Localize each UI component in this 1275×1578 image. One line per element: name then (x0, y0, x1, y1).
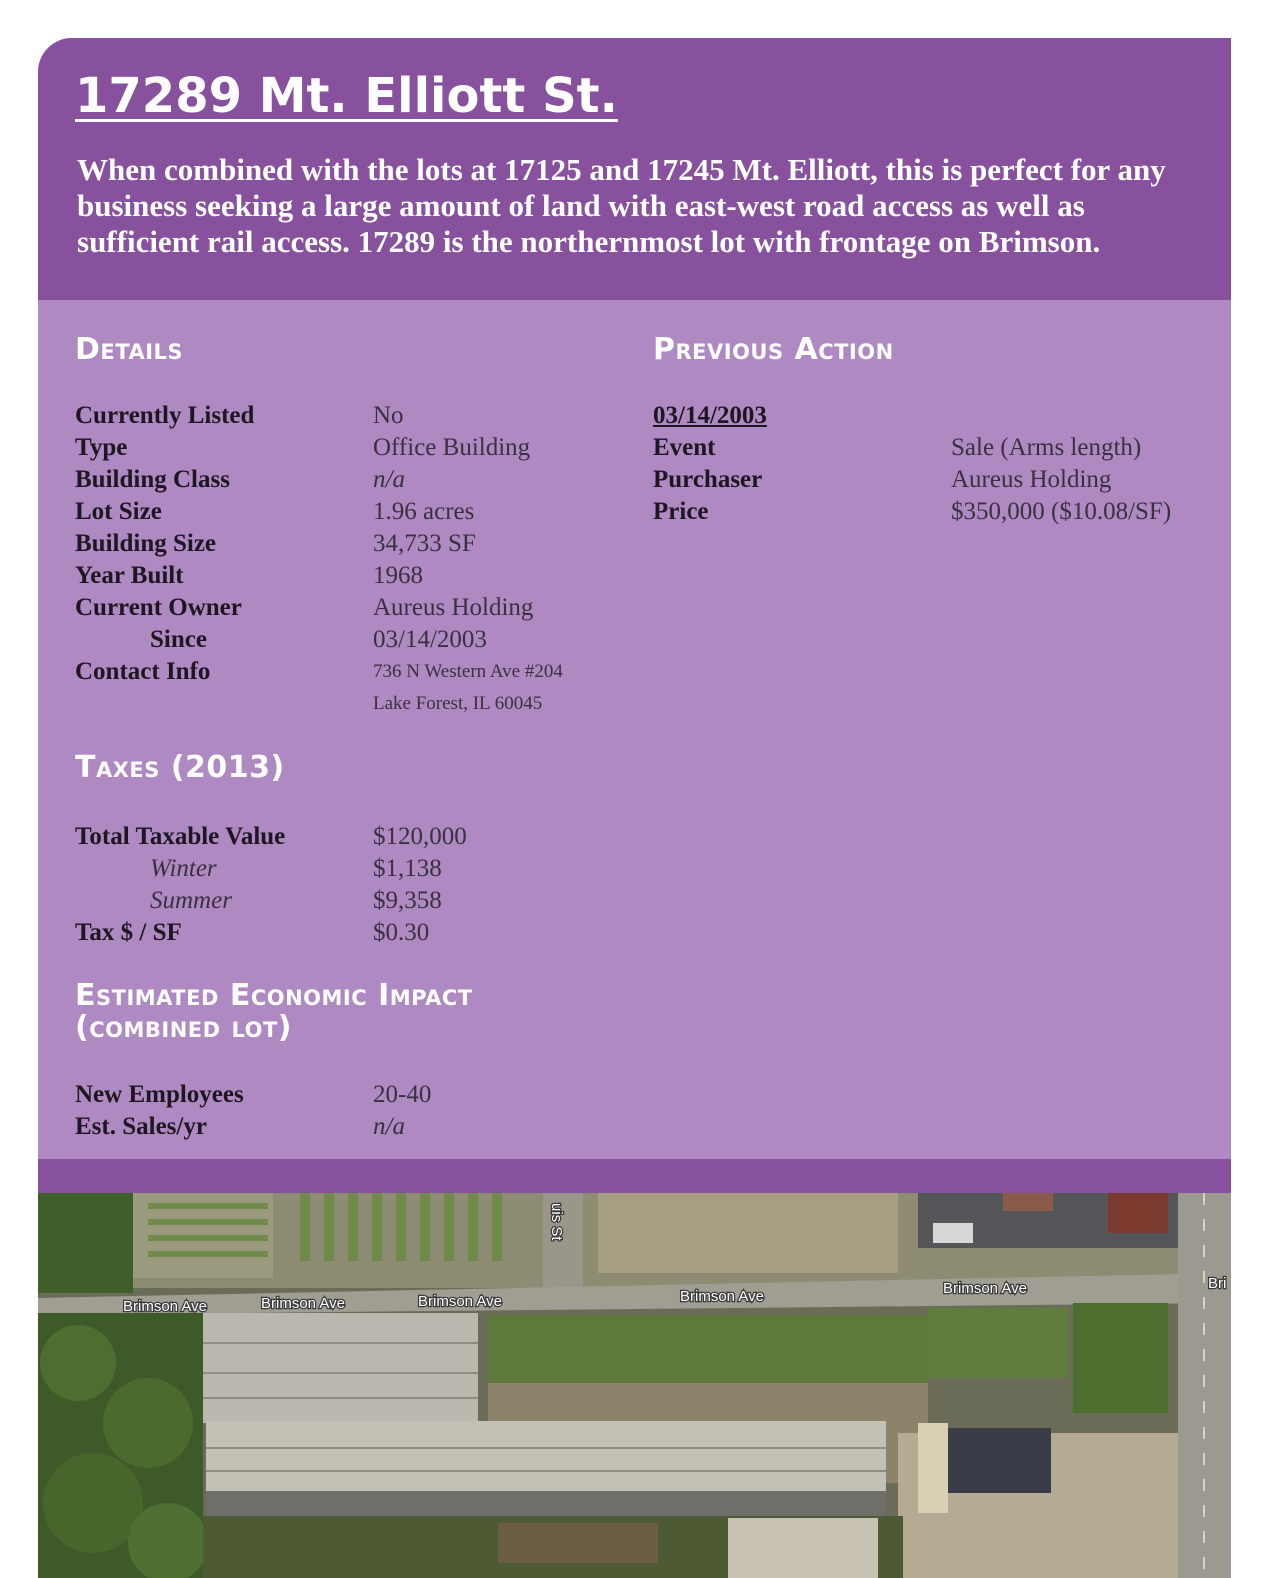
action-value: Aureus Holding (951, 466, 1112, 493)
detail-label: Building Size (75, 530, 217, 557)
detail-value: Office Building (373, 434, 531, 461)
tax-value: $120,000 (373, 823, 467, 850)
street-label: uis St (548, 1203, 565, 1241)
detail-value: Aureus Holding (373, 594, 534, 621)
detail-row (38, 560, 638, 592)
action-label: Event (653, 434, 716, 461)
impact-value: n/a (373, 1113, 405, 1140)
impact-row (38, 1111, 638, 1143)
action-date-row (38, 400, 1231, 432)
detail-value: 1968 (373, 562, 423, 589)
detail-row (38, 528, 638, 560)
impact-label: New Employees (75, 1081, 244, 1108)
street-label: Brimson Ave (418, 1293, 502, 1310)
action-label: Price (653, 498, 709, 525)
tax-label: Winter (150, 855, 217, 882)
aerial-map (38, 1193, 1231, 1578)
tax-row (38, 885, 638, 917)
detail-label: Currently Listed (75, 402, 255, 429)
detail-label: Type (75, 434, 128, 461)
tax-label: Summer (150, 887, 232, 914)
contact-address-line1: 736 N Western Ave #204 (373, 661, 563, 682)
tax-label: Tax $ / SF (75, 919, 182, 946)
detail-value: 03/14/2003 (373, 626, 487, 653)
detail-row (38, 688, 638, 720)
tax-value: $1,138 (373, 855, 442, 882)
action-row (38, 464, 1231, 496)
header-banner (38, 38, 1231, 300)
detail-row (38, 656, 638, 688)
page-title: 17289 Mt. Elliott St. (75, 68, 618, 124)
action-label: Purchaser (653, 466, 763, 493)
tax-row (38, 853, 638, 885)
street-label: Bri (1208, 1275, 1227, 1292)
action-value: $350,000 ($10.08/SF) (951, 498, 1172, 525)
action-row (38, 496, 1231, 528)
street-label: Brimson Ave (261, 1295, 345, 1312)
detail-row (38, 592, 638, 624)
detail-row (38, 624, 638, 656)
impact-heading (75, 980, 473, 1044)
detail-label: Building Class (75, 466, 230, 493)
tax-row (38, 821, 638, 853)
impact-label: Est. Sales/yr (75, 1113, 207, 1140)
street-label: Brimson Ave (943, 1280, 1027, 1297)
detail-label: Since (150, 626, 207, 653)
detail-label: Year Built (75, 562, 184, 589)
detail-label: Contact Info (75, 658, 211, 685)
impact-heading-line2: (combined lot) (75, 1010, 293, 1045)
impact-row (38, 1079, 638, 1111)
action-value: Sale (Arms length) (951, 434, 1142, 461)
street-label: Brimson Ave (680, 1288, 764, 1305)
taxes-heading: Taxes (2013) (75, 750, 285, 785)
detail-label: Lot Size (75, 498, 162, 525)
detail-label: Current Owner (75, 594, 242, 621)
previous-action-table (38, 400, 1231, 530)
tax-value: $0.30 (373, 919, 430, 946)
action-date: 03/14/2003 (653, 402, 767, 429)
tax-row (38, 917, 638, 949)
divider-band (38, 1159, 1231, 1193)
tax-label: Total Taxable Value (75, 823, 286, 850)
impact-heading-line1: Estimated Economic Impact (75, 978, 473, 1013)
action-row (38, 432, 1231, 464)
contact-address-line2: Lake Forest, IL 60045 (373, 693, 543, 714)
impact-value: 20-40 (373, 1081, 432, 1108)
details-heading: Details (75, 332, 184, 367)
detail-value: 34,733 SF (373, 530, 476, 557)
detail-value: n/a (373, 466, 405, 493)
taxes-table (38, 821, 638, 951)
impact-table (38, 1079, 638, 1143)
previous-action-heading: Previous Action (653, 332, 894, 367)
tax-value: $9,358 (373, 887, 442, 914)
property-sheet (38, 38, 1231, 1578)
street-label: Brimson Ave (123, 1298, 207, 1315)
property-description: When combined with the lots at 17125 and 17245 Mt. Elliott, this is perfect for any business seeking a large amount of land with east-west road access as well as sufficient rail access. 17289 is the northernmost lot with frontage on Brimson. (77, 152, 1166, 259)
detail-value: No (373, 402, 404, 429)
detail-value: 1.96 acres (373, 498, 475, 525)
